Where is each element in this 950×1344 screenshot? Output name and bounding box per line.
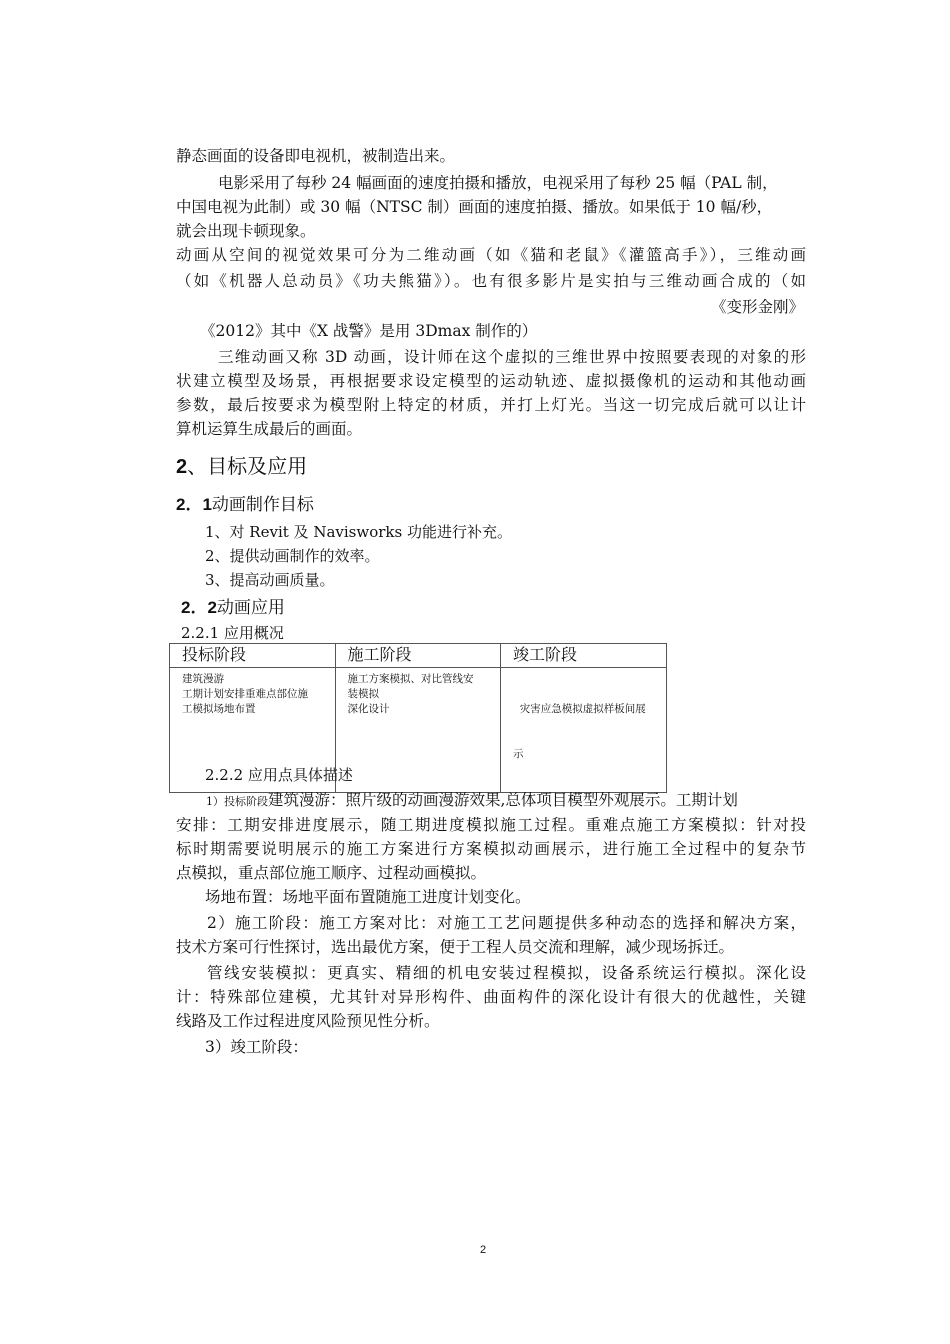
section-title: 、目标及应用 <box>187 454 308 478</box>
paragraph-line: 《变形金刚》 <box>710 298 804 316</box>
cell-line: 灾害应急模拟虚拟样板间展 <box>513 703 646 715</box>
cell-line: 工模拟场地布置 <box>182 703 256 715</box>
list-item: 2、提供动画制作的效率。 <box>205 547 380 565</box>
table-header-row <box>170 644 667 668</box>
list-item: 3、提高动画质量。 <box>205 571 335 589</box>
paragraph-line: 就会出现卡顿现象。 <box>176 222 316 240</box>
paragraph-line: 《2012》其中《X 战警》是用 3Dmax 制作的） <box>200 322 538 340</box>
paragraph-line <box>206 789 738 813</box>
table-cell <box>501 668 667 793</box>
paragraph-text: 建筑漫游：照片级的动画漫游效果,总体项目模型外观展示。工期计划 <box>268 791 738 809</box>
list-item: 1、对 Revit 及 Navisworks 功能进行补充。 <box>205 523 512 541</box>
subsubsection-heading: 2.2.2 应用点具体描述 <box>205 766 353 784</box>
paragraph-line: 2）施工阶段：施工方案对比：对施工工艺问题提供多种动态的选择和解决方案， <box>207 914 806 932</box>
paragraph-line: 电影采用了每秒 24 幅画面的速度拍摄和播放，电视采用了每秒 25 幅（PAL 制， <box>218 174 778 192</box>
cell-line: 施工方案模拟、对比管线安 <box>347 673 474 685</box>
cell-line: 工期计划安排重难点部位施 <box>182 688 308 700</box>
subsection-heading <box>176 493 314 517</box>
paragraph-line: 状建立模型及场景，再根据要求设定模型的运动轨迹、虚拟摄像机的运动和其他动画 <box>176 372 806 390</box>
paragraph-line: 计：特殊部位建模，尤其针对异形构件、曲面构件的深化设计有很大的优越性，关键 <box>176 988 806 1006</box>
paragraph-line: 管线安装模拟：更真实、精细的机电安装过程模拟，设备系统运行模拟。深化设 <box>207 964 806 982</box>
paragraph-line: （如《机器人总动员》《功夫熊猫》）。也有很多影片是实拍与三维动画合成的（如 <box>176 272 806 290</box>
table-cell <box>335 668 501 793</box>
paragraph-line: 点模拟，重点部位施工顺序、过程动画模拟。 <box>176 864 487 882</box>
paragraph-line: 三维动画又称 3D 动画，设计师在这个虚拟的三维世界中按照要表现的对象的形 <box>218 348 806 366</box>
subsection-title: 动画制作目标 <box>211 495 314 515</box>
table-header-cell: 施工阶段 <box>335 644 501 668</box>
paragraph-line: 中国电视为此制）或 30 幅（NTSC 制）画面的速度拍摄、播放。如果低于 10 幅/秒， <box>176 198 773 216</box>
subsection-title: 动画应用 <box>216 598 285 618</box>
table-header-cell: 竣工阶段 <box>501 644 667 668</box>
table-header-cell: 投标阶段 <box>170 644 336 668</box>
paragraph-line: 参数，最后按要求为模型附上特定的材质，并打上灯光。当这一切完成后就可以让计 <box>176 396 806 414</box>
paragraph-line: 场地布置：场地平面布置随施工进度计划变化。 <box>205 888 531 906</box>
subsubsection-heading: 2.2.1 应用概况 <box>181 624 284 642</box>
paragraph-line: 安排：工期安排进度展示，随工期进度模拟施工过程。重难点施工方案模拟：针对投 <box>176 816 806 834</box>
section-heading <box>176 452 307 481</box>
cell-line: 建筑漫游 <box>182 673 224 685</box>
cell-line: 示 <box>513 748 524 760</box>
paragraph-line: 算机运算生成最后的画面。 <box>176 420 363 438</box>
subsection-number: 2．1 <box>176 495 212 514</box>
page-number: 2 <box>480 1244 487 1256</box>
subsection-heading <box>181 596 285 620</box>
stage-prefix: 1）投标阶段 <box>206 795 268 808</box>
section-number: 2 <box>176 456 188 478</box>
cell-line: 深化设计 <box>347 703 390 715</box>
paragraph-line: 3）竣工阶段： <box>205 1038 308 1056</box>
subsection-number: 2．2 <box>181 598 217 617</box>
paragraph-line: 标时期需要说明展示的施工方案进行方案模拟动画展示，进行施工全过程中的复杂节 <box>176 840 806 858</box>
paragraph-line: 动画从空间的视觉效果可分为二维动画（如《猫和老鼠》《灌篮高手》），三维动画 <box>176 246 806 264</box>
paragraph-line: 技术方案可行性探讨，选出最优方案，便于工程人员交流和理解，减少现场拆迁。 <box>176 938 735 956</box>
cell-line: 装模拟 <box>347 688 380 700</box>
paragraph-line: 线路及工作过程进度风险预见性分析。 <box>176 1012 440 1030</box>
paragraph-line: 静态画面的设备即电视机，被制造出来。 <box>176 147 456 165</box>
